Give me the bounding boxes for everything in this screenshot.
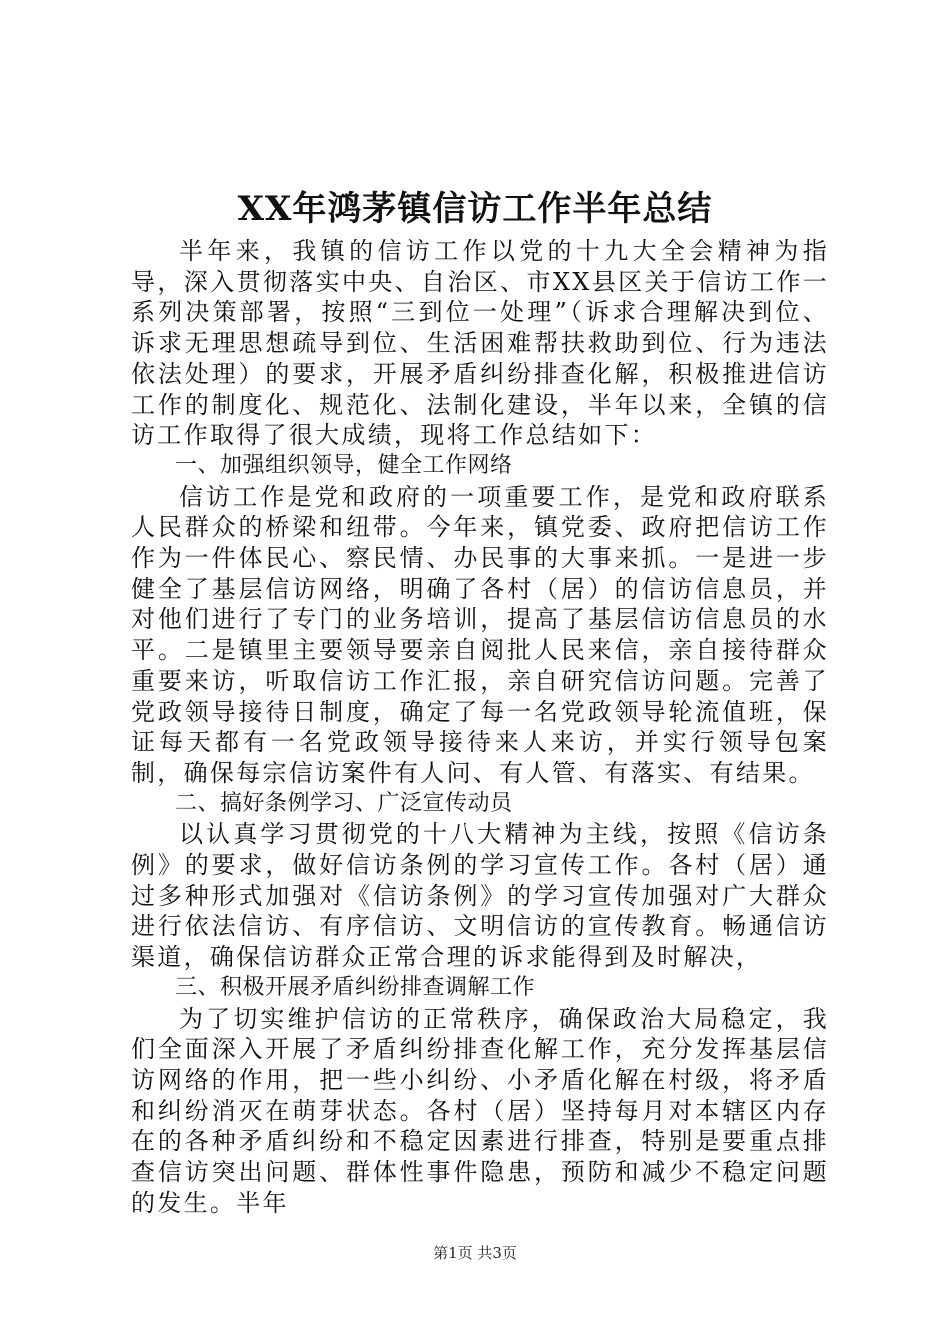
section-heading-2: 二、搞好条例学习、广泛宣传动员 [175, 790, 513, 816]
page-footer: 第1页 共3页 [433, 1244, 517, 1262]
section-paragraph-2: 以认真学习贯彻党的十八大精神为主线，按照《信访条例》的要求，做好信访条例的学习宣传工作。各村（居）通过多种形式加强对《信访条例》的学习宣传加强对广大群众进行依法信访、有序信访、文明信访的宣传教育。畅通信访渠道，确保信访群众正常合理的诉求能得到及时解决， [131, 820, 829, 972]
intro-paragraph: 半年来，我镇的信访工作以党的十九大全会精神为指导，深入贯彻落实中央、自治区、市XX县区关于信访工作一系列决策部署，按照“三到位一处理”（诉求合理解决到位、诉求无理思想疏导到位、生活困难帮扶救助到位、行为违法依法处理）的要求，开展矛盾纠纷排查化解，积极推进信访工作的制度化、规范化、法制化建设，半年以来，全镇的信访工作取得了很大成绩，现将工作总结如下： [131, 237, 829, 450]
document-body [131, 236, 829, 1219]
section-heading-1: 一、加强组织领导，健全工作网络 [175, 452, 513, 478]
section-paragraph-3: 为了切实维护信访的正常秩序，确保政治大局稳定，我们全面深入开展了矛盾纠纷排查化解工作，充分发挥基层信访网络的作用，把一些小纠纷、小矛盾化解在村级，将矛盾和纠纷消灭在萌芽状态。各村（居）坚持每月对本辖区内存在的各种矛盾纠纷和不稳定因素进行排查，特别是要重点排查信访突出问题、群体性事件隐患，预防和减少不稳定问题的发生。半年 [131, 1004, 829, 1217]
section-paragraph-1: 信访工作是党和政府的一项重要工作，是党和政府联系人民群众的桥梁和纽带。今年来，镇党委、政府把信访工作作为一件体民心、察民情、办民事的大事来抓。一是进一步健全了基层信访网络，明确了各村（居）的信访信息员，并对他们进行了专门的业务培训，提高了基层信访信息员的水平。二是镇里主要领导要亲自阅批人民来信，亲自接待群众重要来访，听取信访工作汇报，亲自研究信访问题。完善了党政领导接待日制度，确定了每一名党政领导轮流值班，保证每天都有一名党政领导接待来人来访，并实行领导包案制，确保每宗信访案件有人问、有人管、有落实、有结果。 [131, 482, 829, 787]
section-heading-3: 三、积极开展矛盾纠纷排查调解工作 [175, 974, 536, 1000]
document-title: XX年鸿茅镇信访工作半年总结 [237, 189, 713, 229]
